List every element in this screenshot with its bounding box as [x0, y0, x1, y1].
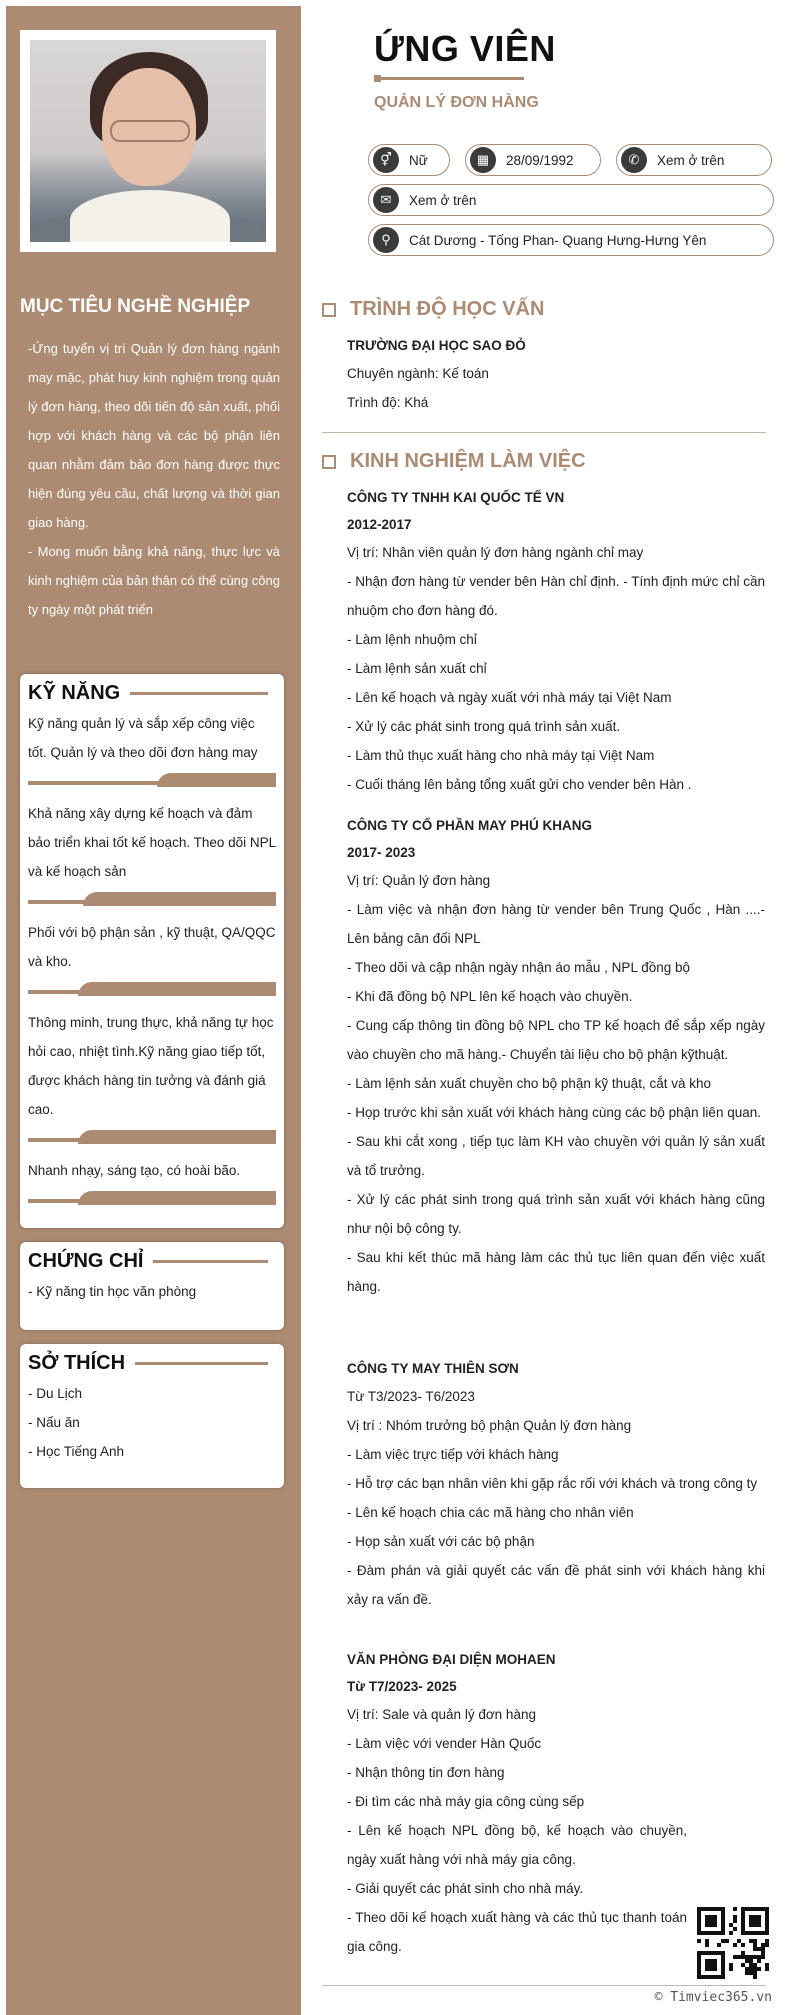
- job-line: - Nhận thông tin đơn hàng: [347, 1765, 505, 1780]
- profile-photo: [30, 40, 266, 242]
- skill-level-bar: [28, 892, 276, 906]
- square-bullet-icon: [322, 455, 336, 469]
- job-line: Vị trí: Nhân viên quản lý đơn hàng ngành chỉ may: [347, 545, 644, 560]
- footer-watermark: © Timviec365.vn: [654, 1990, 772, 2005]
- job-line: - Lên kế hoạch NPL đồng bộ, kế hoạch vào chuyền, ngày xuất hàng với nhà máy gia công.: [347, 1823, 687, 1867]
- skill-level-bar: [28, 773, 276, 787]
- education-major: Chuyên ngành: Kế toán: [347, 366, 489, 381]
- section-divider: [322, 432, 766, 433]
- job-line: - Theo dõi và cập nhận ngày nhận áo mẫu , NPL đồng bộ: [347, 960, 690, 975]
- job-line: - Khi đã đồng bộ NPL lên kế hoạch vào chuyền.: [347, 989, 633, 1004]
- profile-photo-frame: [20, 30, 276, 252]
- square-bullet-icon: [322, 303, 336, 317]
- experience-job: [347, 1646, 687, 1961]
- hobbies-heading: SỞ THÍCH: [28, 1352, 276, 1375]
- job-line: - Lên kế hoạch chia các mã hàng cho nhân viên: [347, 1505, 634, 1520]
- job-line: - Cuối tháng lên bảng tổng xuất gửi cho vender bên Hàn .: [347, 777, 692, 792]
- job-line: - Làm lệnh sản xuất chuyền cho bộ phận kỹ thuật, cắt và kho: [347, 1076, 711, 1091]
- experience-heading: KINH NGHIỆM LÀM VIỆC: [322, 450, 586, 473]
- hobbies-card: [20, 1344, 284, 1488]
- education-grade: Trình độ: Khá: [347, 395, 429, 410]
- job-line: - Nhận đơn hàng từ vender bên Hàn chỉ định. - Tính định mức chỉ cần nhuộm cho đơn hàng đó.: [347, 574, 765, 618]
- birthdate-pill: [465, 144, 601, 176]
- location-pin-icon: ⚲: [373, 227, 399, 253]
- job-period: 2012-2017: [347, 517, 412, 532]
- skills-card: [20, 674, 284, 1228]
- skills-heading: KỸ NĂNG: [28, 682, 276, 705]
- phone-pill: [616, 144, 772, 176]
- job-line: - Theo dõi kế hoạch xuất hàng và các thủ tục thanh toán gia công.: [347, 1910, 687, 1954]
- experience-job: [347, 1355, 765, 1614]
- gender-value: Nữ: [409, 152, 428, 168]
- objective-line: - Mong muốn bằng khả năng, thực lực và kinh nghiệm của bản thân có thể cùng công ty ngày một phát triển: [28, 544, 280, 617]
- phone-icon: ✆: [621, 147, 647, 173]
- hobby-item: - Nấu ăn: [28, 1415, 80, 1430]
- hobby-item: - Du Lịch: [28, 1386, 83, 1401]
- job-line: - Sau khi cắt xong , tiếp tục làm KH vào chuyền với quản lý sản xuất và tổ trưởng.: [347, 1134, 765, 1178]
- mail-icon: ✉: [373, 187, 399, 213]
- gender-icon: ⚥: [373, 147, 399, 173]
- certificates-heading: CHỨNG CHỈ: [28, 1250, 276, 1273]
- objective-heading: MỤC TIÊU NGHỀ NGHIỆP: [20, 296, 251, 317]
- job-line: Vị trí: Quản lý đơn hàng: [347, 873, 491, 888]
- address-value: Cát Dương - Tống Phan- Quang Hưng-Hưng Yên: [409, 232, 707, 248]
- job-line: - Làm việc với vender Hàn Quốc: [347, 1736, 542, 1751]
- job-line: - Hỗ trợ các bạn nhân viên khi gặp rắc rối với khách và trong công ty: [347, 1476, 758, 1491]
- school-name: TRƯỜNG ĐẠI HỌC SAO ĐỎ: [347, 338, 526, 353]
- footer-divider: [322, 1985, 766, 1986]
- hobby-item: - Học Tiếng Anh: [28, 1444, 125, 1459]
- qr-code-icon: [697, 1907, 769, 1979]
- email-value: Xem ở trên: [409, 192, 477, 208]
- email-pill: [368, 184, 774, 216]
- job-company: CÔNG TY CỔ PHẦN MAY PHÚ KHANG: [347, 818, 593, 833]
- job-line: - Sau khi kết thúc mã hàng làm các thủ tục liên quan đến việc xuất hàng.: [347, 1250, 765, 1294]
- job-line: - Đàm phán và giải quyết các vấn đề phát sinh với khách hàng khi xảy ra vấn đề.: [347, 1563, 765, 1607]
- certificate-item: - Kỹ năng tin học văn phòng: [28, 1284, 197, 1299]
- job-line: - Giải quyết các phát sinh cho nhà máy.: [347, 1881, 584, 1896]
- skill-item: Thông minh, trung thực, khả năng tự học hỏi cao, nhiệt tình.Kỹ năng giao tiếp tốt, được khách hàng tin tưởng và đánh giá cao.: [28, 1015, 274, 1117]
- calendar-icon: ▦: [470, 147, 496, 173]
- skill-level-bar: [28, 1130, 276, 1144]
- job-period: Từ T7/2023- 2025: [347, 1679, 457, 1694]
- objective-line: -Ứng tuyển vị trí Quản lý đơn hàng ngành may mặc, phát huy kinh nghiệm trong quản lý đơn hàng, theo dõi tiến độ sản xuất, phối hợp với khách hàng và các bộ phận liên quan nhằm đảm bảo đơn hàng được thực hiện đúng yêu cầu, chất lượng và thời gian giao hàng.: [28, 341, 280, 530]
- certificates-card: [20, 1242, 284, 1330]
- job-line: - Cung cấp thông tin đồng bộ NPL cho TP kế hoạch để sắp xếp ngày vào chuyền cho mã hàng.- Chuyển tài liệu cho bộ phận kỹthuật.: [347, 1018, 765, 1062]
- address-pill: [368, 224, 774, 256]
- job-period: 2017- 2023: [347, 845, 416, 860]
- education-heading: TRÌNH ĐỘ HỌC VẤN: [322, 298, 544, 321]
- job-line: - Làm thủ thục xuất hàng cho nhà máy tại Việt Nam: [347, 748, 655, 763]
- job-line: - Làm việc và nhận đơn hàng từ vender bên Trung Quốc , Hàn ....- Lên bảng cân đối NPL: [347, 902, 765, 946]
- skill-item: Phối với bộ phận sản , kỹ thuật, QA/QQC và kho.: [28, 925, 276, 969]
- job-line: Vị trí: Sale và quản lý đơn hàng: [347, 1707, 536, 1722]
- skill-item: Khả năng xây dựng kế hoạch và đảm bảo triển khai tốt kế hoạch. Theo dõi NPL và kế hoạch sản: [28, 806, 276, 879]
- job-line: - Họp sản xuất với các bộ phận: [347, 1534, 535, 1549]
- job-line: - Xử lý các phát sinh trong quá trình sản xuất.: [347, 719, 621, 734]
- candidate-position: QUẢN LÝ ĐƠN HÀNG: [374, 94, 539, 111]
- job-company: VĂN PHÒNG ĐẠI DIỆN MOHAEN: [347, 1652, 556, 1667]
- job-line: - Xử lý các phát sinh trong quá trình sản xuất với khách hàng cũng như nội bộ công ty.: [347, 1192, 765, 1236]
- experience-job: [347, 812, 765, 1301]
- sidebar: [6, 6, 301, 2015]
- skill-level-bar: [28, 982, 276, 996]
- job-company: CÔNG TY MAY THIÊN SƠN: [347, 1361, 519, 1376]
- skill-item: Kỹ năng quản lý và sắp xếp công việc tốt. Quản lý và theo dõi đơn hàng may: [28, 716, 258, 760]
- skill-item: Nhanh nhạy, sáng tạo, có hoài bão.: [28, 1163, 241, 1178]
- job-period: Từ T3/2023- T6/2023: [347, 1389, 475, 1404]
- gender-pill: [368, 144, 450, 176]
- job-line: - Lên kế hoạch và ngày xuất với nhà máy tại Việt Nam: [347, 690, 672, 705]
- job-line: - Đi tìm các nhà máy gia công cùng sếp: [347, 1794, 585, 1809]
- experience-job: [347, 484, 765, 799]
- job-line: Vị trí : Nhóm trưởng bộ phận Quản lý đơn hàng: [347, 1418, 632, 1433]
- phone-value: Xem ở trên: [657, 152, 725, 168]
- job-line: - Làm lệnh nhuộm chỉ: [347, 632, 477, 647]
- name-underline: [374, 77, 524, 80]
- candidate-name: ỨNG VIÊN: [374, 28, 556, 69]
- job-line: - Làm việc trực tiếp với khách hàng: [347, 1447, 559, 1462]
- objective-text: [28, 334, 280, 624]
- birthdate-value: 28/09/1992: [506, 152, 574, 168]
- skill-level-bar: [28, 1191, 276, 1205]
- job-company: CÔNG TY TNHH KAI QUỐC TẾ VN: [347, 490, 565, 505]
- job-line: - Làm lệnh sản xuất chỉ: [347, 661, 487, 676]
- job-line: - Họp trước khi sản xuất với khách hàng cùng các bộ phận liên quan.: [347, 1105, 761, 1120]
- education-content: [347, 332, 765, 417]
